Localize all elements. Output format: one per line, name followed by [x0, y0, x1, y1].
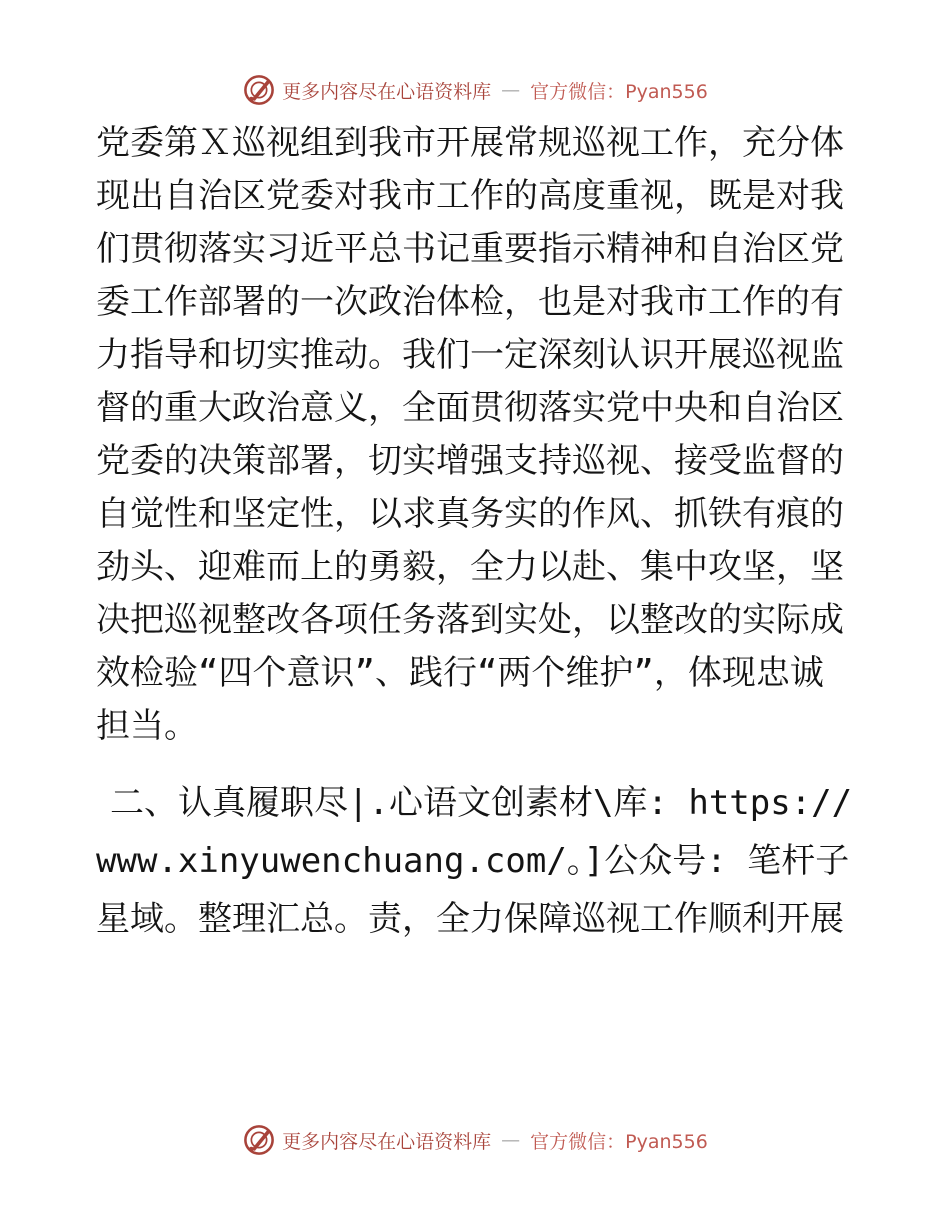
header-watermark — [0, 73, 950, 107]
watermark-contact: 官方微信：Pyan556 — [530, 1130, 708, 1153]
body-paragraph-section-heading: 二、认真履职尽|.心语文创素材\库: https:// www.xinyuwenchuang.com/。]公众号: 笔杆子星域。整理汇总。责，全力保障巡视工作顺利开展 — [96, 783, 853, 939]
footer-watermark — [0, 1123, 950, 1157]
watermark-separator: — — [501, 1129, 521, 1151]
brand-logo-icon — [242, 1123, 276, 1157]
body-paragraph: 党委第Ｘ巡视组到我市开展常规巡视工作，充分体现出自治区党委对我市工作的高度重视，既是对我们贯彻落实习近平总书记重要指示精神和自治区党委工作部署的一次政治体检，也是对我市工作的有力指导和切实推动。我们一定深刻认识开展巡视监督的重大政治意义，全面贯彻落实党中央和自治区党委的决策部署，切实增强支持巡视、接受监督的自觉性和坚定性，以求真务实的作风、抓铁有痕的劲头、迎难而上的勇毅，全力以赴、集中攻坚，坚决把巡视整改各项任务落到实处，以整改的实际成效检验“四个意识”、践行“两个维护”，体现忠诚担当。 — [96, 123, 844, 746]
brand-logo-icon — [242, 73, 276, 107]
watermark-label: 更多内容尽在心语资料库 — [282, 80, 492, 103]
watermark-separator: — — [501, 79, 521, 101]
watermark-label: 更多内容尽在心语资料库 — [282, 1130, 492, 1153]
document-body — [96, 117, 856, 948]
watermark-contact: 官方微信：Pyan556 — [530, 80, 708, 103]
